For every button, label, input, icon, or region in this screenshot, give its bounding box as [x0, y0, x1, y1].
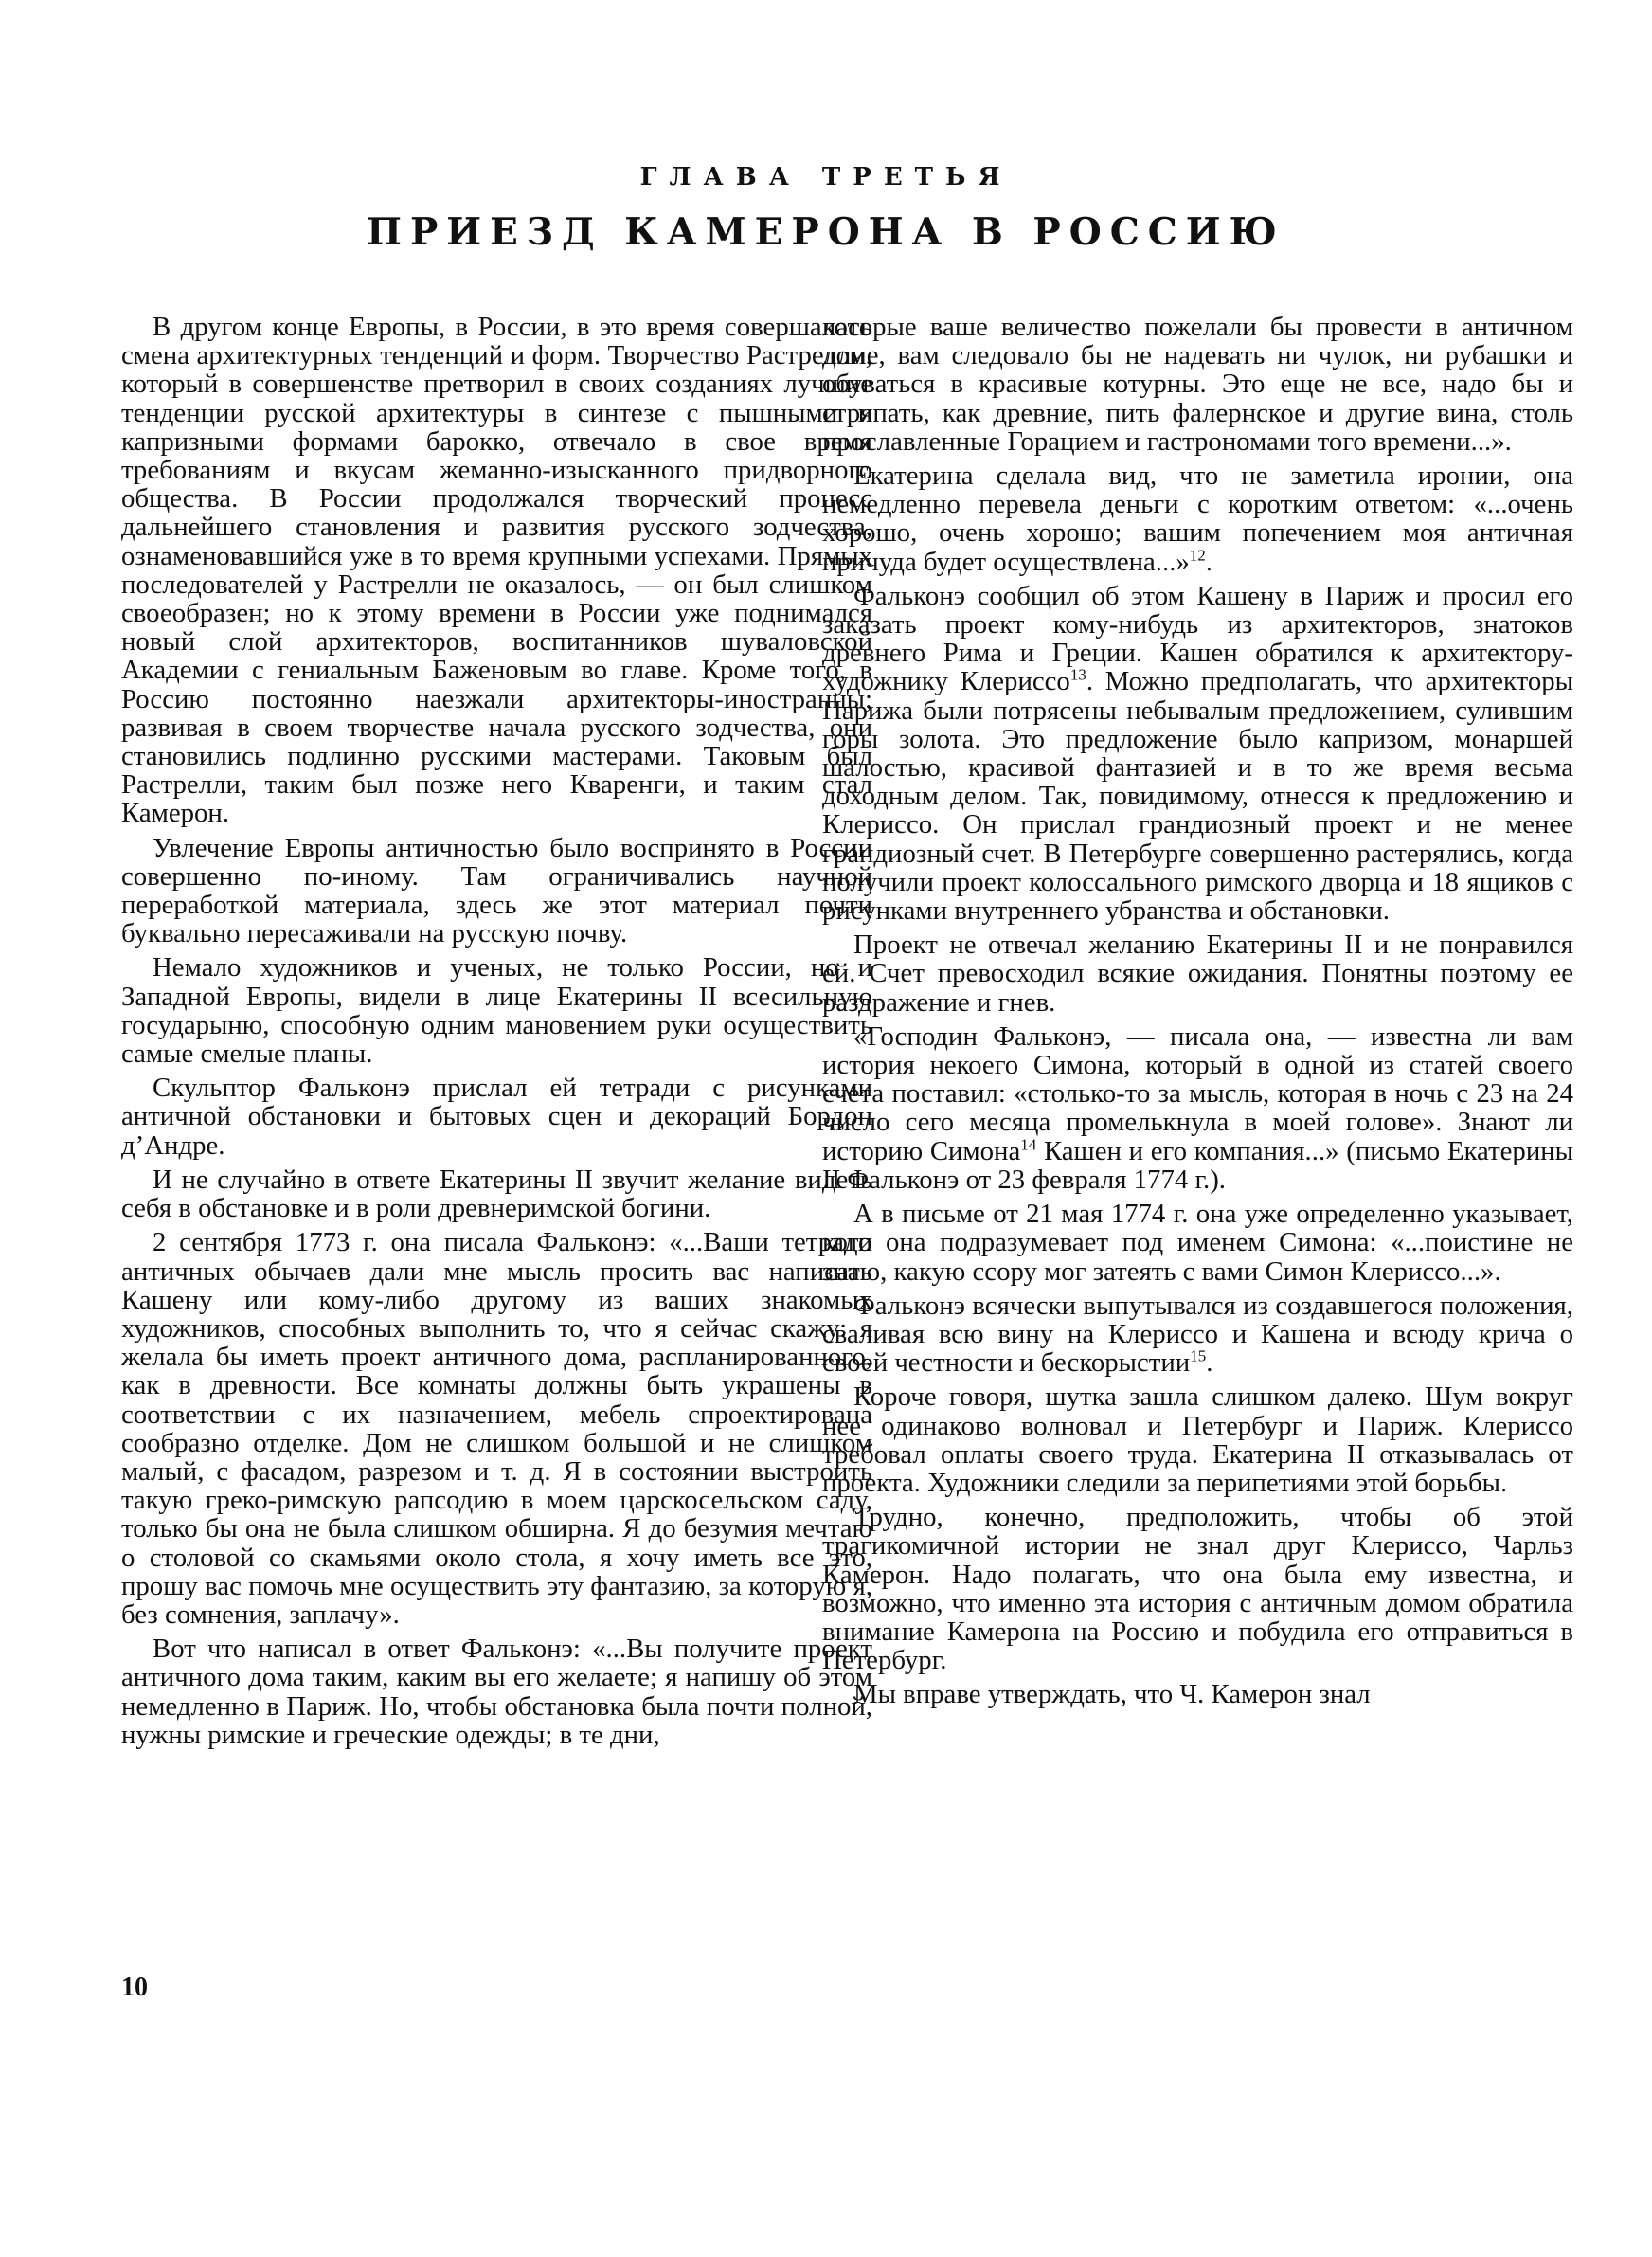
paragraph: Проект не отвечал желанию Екатерины II и не понравился ей. Счет превосходил всякие ожидания. Понятны поэтому ее раздражение и гнев. [822, 930, 1573, 1018]
paragraph-continued: которые ваше величество пожелали бы провести в античном доме, вам следовало бы не надевать ни чулок, ни рубашки и обуваться в красивые котурны. Это еще не все, надо бы и стряпать, как древние, пить фалернское и другие вина, столь прославленные Горацием и гастрономами того времени...». [822, 312, 1573, 457]
paragraph-text: Екатерина сделала вид, что не заметила иронии, она немедленно перевела деньги с коротким ответом: «...очень хорошо, очень хорошо; вашим попечением моя античная причуда будет осуществлена...» [822, 460, 1573, 577]
paragraph: Немало художников и ученых, не только России, но и Западной Европы, видели в лице Екатерины II всесильную государыню, способную одним мановением руки осуществить самые смелые планы. [121, 952, 872, 1070]
paragraph-text: . [1206, 1347, 1213, 1379]
chapter-label: ГЛАВА ТРЕТЬЯ [639, 163, 1013, 191]
footnote-ref: 12 [1189, 546, 1206, 565]
paragraph: Мы вправе утверждать, что Ч. Камерон знал [853, 1679, 1371, 1710]
paragraph [822, 1291, 1573, 1378]
paragraph: 2 сентября 1773 г. она писала Фальконэ: «...Ваши тетради античных обычаев дали мне мысль просить вас написать Кашену или кому-либо другому из ваших знакомых художников, способных выполнить то, что я сейчас скажу: я желала бы иметь проект античного дома, распланированного, как в древности. Все комнаты должны быть украшены в соответствии с их назначением, мебель спроектирована сообразно отделке. Дом не слишком большой и не слишком малый, с фасадом, разрезом и т. д. Я в состоянии выстроить такую греко-римскую рапсодию в моем царскосельском саду, только бы она не была слишком обширна. Я до безумия мечтаю о столовой со скамьями около стола, я хочу иметь все это, прошу вас помочь мне осуществить эту фантазию, за которую я, без сомнения, заплачу». [121, 1227, 872, 1630]
paragraph-text: Фальконэ сообщил об этом Кашену в Париж и просил его заказать проект кому-нибудь из архитекторов, знатоков древнего Рима и Греции. Кашен обратился к архитектору-художнику Клериссо [822, 580, 1573, 697]
footnote-ref: 14 [1020, 1135, 1037, 1154]
paragraph-text: . Можно предполагать, что архитекторы Парижа были потрясены небывалым предложением, сулившим горы золота. Это предложение было капризом, монаршей шалостью, красивой фантазией и в то же время весьма доходным делом. Так, повидимому, отнесся к предложению и Клериссо. Он прислал грандиозный проект и не менее грандиозный счет. В Петербурге совершенно растерялись, когда получили проект колоссального римского дворца и 18 ящиков с рисунками внутреннего убранства и обстановки. [822, 666, 1573, 927]
paragraph-text: Фальконэ всячески выпутывался из создавшегося положения, сваливая всю вину на Клериссо и Кашена и всюду крича о своей честности и бескорыстии [822, 1290, 1573, 1379]
chapter-title: ПРИЕЗД КАМЕРОНА В РОССИЮ [367, 210, 1285, 254]
left-column [121, 313, 872, 1755]
paragraph: В другом конце Европы, в России, в это время совершалась смена архитектурных тенденций и форм. Творчество Растрелли, который в совершенстве претворил в своих созданиях лучшие тенденции русской архитектуры в синтезе с пышными и капризными формами барокко, отвечало в свое время требованиям и вкусам жеманно-изысканного придворного общества. В России продолжался творческий процесс дальнейшего становления и развития русского зодчества, ознаменовавшийся уже в то время крупными успехами. Прямых последователей у Растрелли не оказалось, — он был слишком своеобразен; но к этому времени в России уже поднимался новый слой архитекторов, воспитанников шуваловской Академии с гениальным Баженовым во главе. Кроме того, в Россию постоянно наезжали архитекторы-иностранцы; развивая в своем творчестве начала русского зодчества, они становились подлинно русскими мастерами. Таковым был Растрелли, таким был позже него Кваренги, и таким стал Камерон. [121, 312, 872, 829]
paragraph: Вот что написал в ответ Фальконэ: «...Вы получите проект античного дома таким, каким вы его желаете; я напишу об этом немедленно в Париж. Но, чтобы обстановка была почти полной, нужны римские и греческие одежды; в те дни, [121, 1634, 872, 1750]
footnote-ref: 15 [1190, 1346, 1207, 1365]
footnote-ref: 13 [1069, 665, 1086, 684]
paragraph-text: «Господин Фальконэ, — писала она, — известна ли вам история некоего Симона, который в одной из статей своего счета поставил: «столько-то за мысль, которая в ночь с 23 на 24 число сего месяца промелькнула в моей голове». Знают ли историю Симона [822, 1020, 1573, 1166]
paragraph [822, 461, 1573, 576]
page-number: 10 [121, 1973, 148, 2002]
paragraph: А в письме от 21 мая 1774 г. она уже определенно указывает, кого она подразумевает под именем Симона: «...поистине не знаю, какую ссору мог затеять с вами Симон Клериссо...». [822, 1199, 1573, 1287]
paragraph: Короче говоря, шутка зашла слишком далеко. Шум вокруг нее одинаково волновал и Петербург и Париж. Клериссо требовал оплаты своего труда. Екатерина II отказывалась от проекта. Художники следили за перипетиями этой борьбы. [822, 1381, 1573, 1498]
paragraph [822, 1022, 1573, 1194]
paragraph: И не случайно в ответе Екатерины II звучит желание видеть себя в обстановке и в роли древнеримской богини. [121, 1164, 872, 1224]
paragraph: Скульптор Фальконэ прислал ей тетради с рисунками античной обстановки и бытовых сцен и декораций Бордон д’Андре. [121, 1073, 872, 1161]
paragraph-text: . [1205, 546, 1212, 577]
paragraph-text: Кашен и его компания...» (письмо Екатерины II Фальконэ от 23 февраля 1774 г.). [822, 1135, 1573, 1195]
right-column [822, 313, 1573, 1715]
paragraph: Трудно, конечно, предположить, чтобы об этой трагикомичной истории не знал друг Клериссо, Чарльз Камерон. Надо полагать, что она была ему известна, и возможно, что именно эта история с античным домом обратила внимание Камерона на Россию и побудила его отправиться в Петербург. [822, 1502, 1573, 1676]
paragraph [822, 582, 1573, 925]
paragraph: Увлечение Европы античностью было воспринято в России совершенно по-иному. Там ограничивались научной переработкой материала, здесь же этот материал почти буквально пересаживали на русскую почву. [121, 832, 872, 949]
